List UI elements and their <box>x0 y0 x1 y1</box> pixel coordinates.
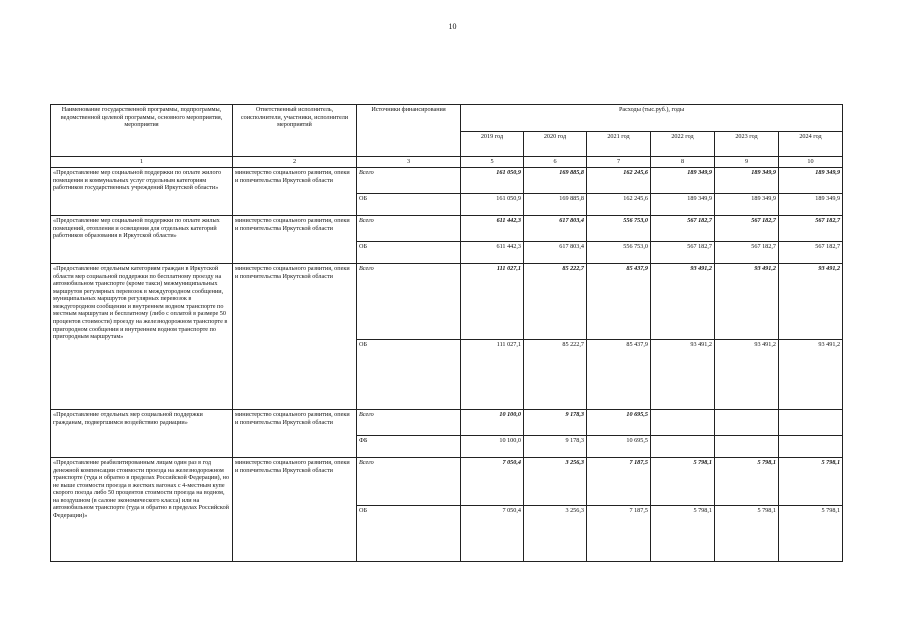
total-value: 7 187,5 <box>587 458 651 506</box>
header-year: 2021 год <box>587 132 651 157</box>
source-value: 85 437,9 <box>587 340 651 410</box>
total-value: 567 182,7 <box>779 216 843 242</box>
source-value: 567 182,7 <box>779 242 843 264</box>
source-value: 189 349,9 <box>779 194 843 216</box>
source-value: 93 491,2 <box>779 340 843 410</box>
source-total-label: Всего <box>357 216 461 242</box>
source-total-label: Всего <box>357 410 461 436</box>
column-number-row <box>51 157 843 168</box>
total-value: 5 798,1 <box>715 458 779 506</box>
table-row <box>51 458 843 506</box>
total-value: 189 349,9 <box>779 168 843 194</box>
table-row <box>51 264 843 340</box>
total-value <box>779 410 843 436</box>
header-year: 2019 год <box>461 132 524 157</box>
source-value: 10 695,5 <box>587 436 651 458</box>
column-number: 1 <box>51 157 233 168</box>
source-value: 111 027,1 <box>461 340 524 410</box>
column-number: 5 <box>461 157 524 168</box>
total-value: 611 442,3 <box>461 216 524 242</box>
source-value: 7 187,5 <box>587 506 651 562</box>
total-value: 169 885,8 <box>524 168 587 194</box>
executor-name: министерство социального развития, опеки и попечительства Иркутской области <box>233 410 357 458</box>
source-value: 3 256,3 <box>524 506 587 562</box>
table-row <box>51 216 843 242</box>
column-number: 8 <box>651 157 715 168</box>
source-label: ОБ <box>357 506 461 562</box>
total-value: 189 349,9 <box>651 168 715 194</box>
source-value <box>715 436 779 458</box>
table-row <box>51 168 843 194</box>
header-year: 2022 год <box>651 132 715 157</box>
source-value <box>651 436 715 458</box>
source-label: ОБ <box>357 242 461 264</box>
program-name: «Предоставление отдельных мер социальной поддержки гражданам, подвергшимся воздействию радиации» <box>51 410 233 458</box>
header-year: 2024 год <box>779 132 843 157</box>
source-label: ФБ <box>357 436 461 458</box>
source-value: 7 050,4 <box>461 506 524 562</box>
source-value: 556 753,0 <box>587 242 651 264</box>
total-value: 7 050,4 <box>461 458 524 506</box>
column-number: 2 <box>233 157 357 168</box>
source-total-label: Всего <box>357 168 461 194</box>
source-value: 567 182,7 <box>651 242 715 264</box>
source-value: 161 050,9 <box>461 194 524 216</box>
source-total-label: Всего <box>357 264 461 340</box>
total-value: 5 798,1 <box>651 458 715 506</box>
total-value: 93 491,2 <box>651 264 715 340</box>
total-value: 9 178,3 <box>524 410 587 436</box>
header-executor: Ответственный исполнитель, соисполнители, участники, исполнители мероприятий <box>233 105 357 157</box>
source-value: 93 491,2 <box>651 340 715 410</box>
column-number: 7 <box>587 157 651 168</box>
total-value: 161 050,9 <box>461 168 524 194</box>
source-value: 10 100,0 <box>461 436 524 458</box>
total-value: 5 798,1 <box>779 458 843 506</box>
source-value: 162 245,6 <box>587 194 651 216</box>
page-number: 10 <box>448 22 457 31</box>
total-value: 567 182,7 <box>715 216 779 242</box>
program-name: «Предоставление мер социальной поддержки по оплате жилого помещения и коммунальных услуг отдельным категориям работников государственных учреждений Иркутской области» <box>51 168 233 216</box>
column-number: 3 <box>357 157 461 168</box>
source-value: 169 885,8 <box>524 194 587 216</box>
source-label: ОБ <box>357 340 461 410</box>
source-value: 85 222,7 <box>524 340 587 410</box>
executor-name: министерство социального развития, опеки и попечительства Иркутской области <box>233 216 357 264</box>
total-value: 3 256,3 <box>524 458 587 506</box>
source-value <box>779 436 843 458</box>
total-value: 10 695,5 <box>587 410 651 436</box>
column-number: 6 <box>524 157 587 168</box>
source-value: 5 798,1 <box>651 506 715 562</box>
source-value: 5 798,1 <box>715 506 779 562</box>
total-value: 85 222,7 <box>524 264 587 340</box>
total-value: 556 753,0 <box>587 216 651 242</box>
executor-name: министерство социального развития, опеки и попечительства Иркутской области <box>233 458 357 562</box>
program-name: «Предоставление отдельным категориям граждан в Иркутской области мер социальной поддержки по бесплатному проезду на автомобильном транспорте (кроме такси) межмуниципальных маршрутов регулярных перевозок в междугородном сообщении, муниципальных маршрутов регулярных перевозок в междугородном сообщении и внутреннем водном транспорте по местным маршрутам и бесплатному (либо с оплатой в размере 50 процентов стоимости) проезду на железнодорожном транспорте в пригородном сообщении и внутреннем водном транспорте по пригородным маршрутам» <box>51 264 233 410</box>
program-name: «Предоставление мер социальной поддержки по оплате жилых помещений, отопления и освещения для отдельных категорий работников образования в Иркутской области» <box>51 216 233 264</box>
header-program: Наименование государственной программы, подпрограммы, ведомственной целевой программы, основного мероприятия, мероприятия <box>51 105 233 157</box>
total-value <box>651 410 715 436</box>
total-value: 93 491,2 <box>779 264 843 340</box>
column-number: 9 <box>715 157 779 168</box>
source-value: 617 803,4 <box>524 242 587 264</box>
total-value: 111 027,1 <box>461 264 524 340</box>
source-value: 9 178,3 <box>524 436 587 458</box>
source-label: ОБ <box>357 194 461 216</box>
executor-name: министерство социального развития, опеки и попечительства Иркутской области <box>233 168 357 216</box>
source-value: 5 798,1 <box>779 506 843 562</box>
program-name: «Предоставление реабилитированным лицам один раз в год денежной компенсации стоимости проезда на железнодорожном транспорте (туда и обратно в пределах Российской Федерации), но не выше стоимости проезда в жестких вагонах с 4-местным купе скорого поезда либо 50 процентов стоимости проезда на водном, на воздушном (в салоне экономического класса) или на автомобильном транспорте (туда и обратно в пределах Российской Федерации)» <box>51 458 233 562</box>
total-value: 93 491,2 <box>715 264 779 340</box>
total-value: 617 803,4 <box>524 216 587 242</box>
expenses-table <box>50 104 843 562</box>
header-expenses: Расходы (тыс.руб.), годы <box>461 105 843 132</box>
total-value <box>715 410 779 436</box>
column-number: 10 <box>779 157 843 168</box>
executor-name: министерство социального развития, опеки и попечительства Иркутской области <box>233 264 357 410</box>
source-value: 189 349,9 <box>715 194 779 216</box>
total-value: 85 437,9 <box>587 264 651 340</box>
source-value: 611 442,3 <box>461 242 524 264</box>
source-total-label: Всего <box>357 458 461 506</box>
total-value: 10 100,0 <box>461 410 524 436</box>
total-value: 189 349,9 <box>715 168 779 194</box>
header-year: 2020 год <box>524 132 587 157</box>
header-year: 2023 год <box>715 132 779 157</box>
total-value: 162 245,6 <box>587 168 651 194</box>
header-source: Источники финансирования <box>357 105 461 157</box>
table-row <box>51 410 843 436</box>
total-value: 567 182,7 <box>651 216 715 242</box>
source-value: 189 349,9 <box>651 194 715 216</box>
source-value: 567 182,7 <box>715 242 779 264</box>
source-value: 93 491,2 <box>715 340 779 410</box>
